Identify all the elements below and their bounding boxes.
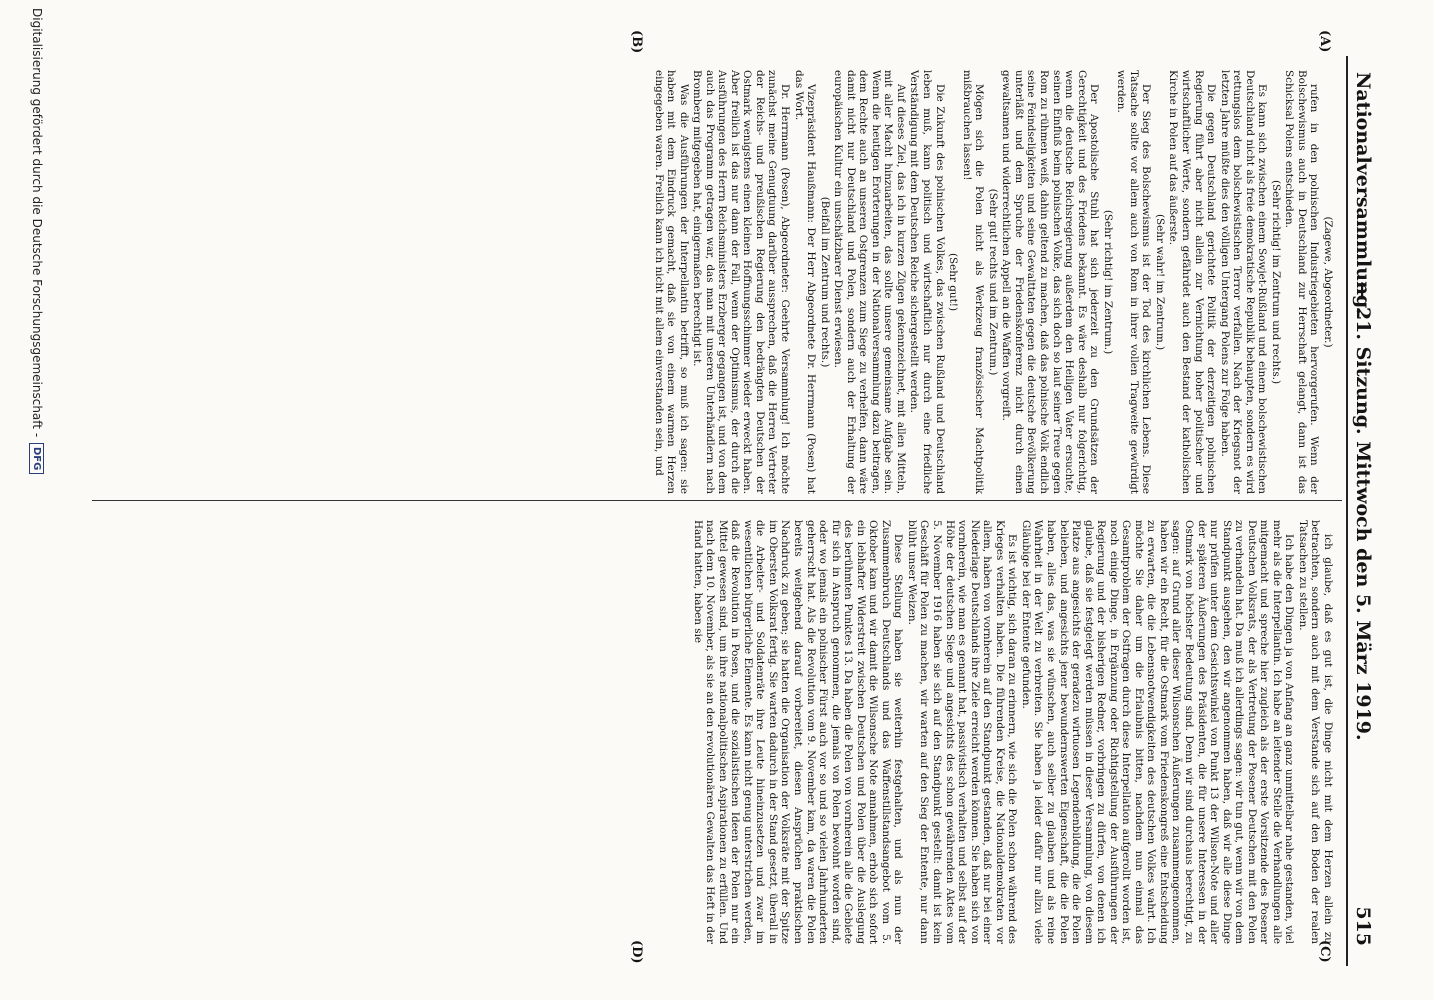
paragraph: (Sehr richtig! im Zentrum.) [1101,209,1114,355]
paragraph: Der Apostolische Stuhl hat sich jederzeit zu den Grundsätzen der Gerechtigkeit und des Friedens bekannt. Es wäre deshalb nur folgerichtig, wenn die deutsche Reichsregierung außerdem den Heiligen Vater ersuchte, seinen Einfluß beim polnischen Volke, das sich doch so laut seiner Treue gegen Rom zu rühmen weiß, dahin geltend zu machen, daß das polnische Volk endlich seine Feindseligkeiten und seine Gewalttaten gegen die deutsche Bevölkerung unterläßt und dem Spruche der Friedenskonferenz nicht durch einen gewaltsamen und widerrechtlichen Appell an die Waffen vorgreift. [1000,70,1101,494]
dfg-logo: DFG [29,443,44,474]
paragraph: (Zagewe, Abgeordneter.) [1322,216,1334,348]
paragraph: (Sehr richtig! im Zentrum und rechts.) [1269,179,1282,385]
paragraph: rufen in den polnischen Industriegebieten hervorgerufen. Wenn der Bolschewismus auch in Deutschland zur Herrschaft gelangt, dann ist das Schicksal Polens entschieden. [1283,70,1321,494]
header-date: Mittwoch den 5. März 1919. [1352,441,1374,741]
footer-text: Digitalisierung gefördert durch die Deutsche Forschungsgemeinschaft - [30,8,44,438]
margin-marker-a: (A) [1317,30,1332,53]
paragraph: Mögen sich die Polen nicht als Werkzeug französischer Machtpolitik mißbrauchen lassen! [960,70,986,494]
paragraph: Vizepräsident Haußmann: Der Herr Abgeordnete Dr. Herrmann (Posen) hat das Wort. [792,70,818,494]
header-session-number: — 21. Sitzung. [1352,281,1374,435]
column-divider [92,500,1342,501]
paragraph: Diese Stellung haben sie weiterhin festgehalten, und als nun der Zusammenbruch Deutschlands und das Waffenstillstandsangebot vom 5. Oktober kam und wir damit die Wilsonsche Note annahmen, erhob sich sofort ein lebhafter Widerstreit zwischen Deutschen und Polen über die Auslegung des berühmten Punktes 13. Da haben die Polen von vornherein alle die Gebiete für sich in Anspruch genommen, die jemals von Polen bewohnt worden sind, oder wo jemals ein polnischer Fürst auch vor so und so vielen Jahrhunderten geherrscht hat. Als die Revolution vom 9. November kam, da waren die Polen bereits weitgehend darauf vorbereitet, diesen Ansprüchen praktischen Nachdruck zu geben; sie hatten die Organisation der Volksräte mit der Spitze im Obersten Volksrat fertig. Sie warten dadurch in der Stand gesetzt, überall in die Arbeiter- und Soldatenräte ihre Leute hineinzusetzen und zwar im wesentlichen bürgerliche Elemente. Es kann nicht genug unterstrichen werden, daß die Revolution in Posen, und die sozialistischen Ideen der Polen nur ein Mittel gewesen sind, um ihre nationalpolitischen Aspirationen zu erfüllen. Und nach dem 10. November, als sie an den revolutionären Gewalten das Heft in der Hand hatten, haben sie [691,520,905,944]
header-assembly: Nationalversammlung. [1352,72,1374,315]
paragraph: Es kann sich zwischen einem Sowjet-Rußland und einem bolschewistischen Deutschland nicht als freie demokratische Republik behaupten, sondern es wird rettungslos dem bolschewistischen Terror verfallen. Nach der Kriegsnot der letzten Jahre müßte dies den völligen Untergang Polens zur Folge haben. [1218,70,1269,494]
paragraph: (Sehr wahr! im Zentrum.) [1153,213,1166,351]
page-header [1346,56,1376,966]
paragraph: (Beifall im Zentrum und rechts.) [818,196,831,368]
paragraph: Was die Ausführungen der Interpellantin betrifft, so muß ich sagen: sie haben mit dem Eindruck gemacht, daß sie von einem warmen Herzen eingegeben waren. Freilich kann ich nicht mit allem einverstanden sein, und [652,70,690,494]
paragraph: Ich habe den Dingen ja von Anfang an ganz unmittelbar nahe gestanden, viel mehr als die Interpellantin. Ich habe an leitender Stelle die Verhandlungen alle mitgemacht und spreche hier zugleich als der erste Vorsitzende des Posener Deutschen Volksrats, der als Vertretung der Posener Deutschen mit den Polen zu verhandeln hat. Da muß ich allerdings sagen: wir tun gut, wenn wir von dem Standpunkt ausgehen, den wir angenommen haben, daß wir alle diese Dinge nur prüfen unter dem Gesichtswinkel von Punkt 13 der Wilson-Note und aller der späteren Äußerungen des Präsidenten, die für unsere Interessen in der Ostmark von höchster Bedeutung sind. Denn wir sind durchaus berechtigt, zu sagen: auf Grund aller dieser Wilsonschen Äußerungen zusammengenommen, haben wir ein Recht, für die Ostmark vom Friedenskongreß eine Entscheidung zu erwarten, die die Lebensnotwendigkeiten des deutschen Volkes wahrt. Ich möchte Sie daher um die Erlaubnis bitten, nachdem nun einmal das Gesamtproblem der Ostfragen durch diese Interpellation aufgerollt worden ist, noch einige Dinge, in Ergänzung oder Richtigstellung der Ausführungen der Regierung und der bisherigen Redner, vorbringen zu dürfen, von denen ich glaube, daß sie festgelegt werden müssen in dieser Versammlung, von diesem Platze aus angesichts der geradezu wirtuosen Legendenbildung, die die Polen belieben, und angesichts jener bewundernswerten Eigenschaft, die die Polen haben, alles das, was sie wünschen, auch selber zu glauben und als reine Wahrheit in der Welt zu verbreiten. Sie haben ja leider dafür nur allzu viele Gläubige bei der Entente gefunden. [1019,520,1296,944]
paragraph: Die gegen Deutschland gerichtete Politik der derzeitigen polnischen Regierung führt aber nicht allein zur Vernichtung hoher politischer und wirtschaftlicher Werte, sondern gefährdet auch den Bestand der katholischen Kirche in Polen auf das äußerste. [1167,70,1218,494]
paragraph: ich glaube, daß es gut ist, die Dinge nicht mit dem Herzen allein zu betrachten, sondern auch mit dem Verstande sich auf den Boden der realen Tatsachen zu stellen. [1296,520,1334,944]
margin-marker-c: (C) [1317,940,1332,963]
digitization-footer [14,8,44,992]
paragraph: Der Sieg des Bolschewismus ist der Tod des kirchlichen Lebens. Diese Tatsache sollte vor allem auch von Rom in ihrer vollen Tragweite gewürdigt werden. [1115,70,1153,494]
right-column [691,520,1334,944]
margin-marker-d: (D) [629,940,644,964]
page-number: 515 [1352,906,1374,946]
paragraph: Auf dieses Ziel, das ich in kurzen Zügen gekennzeichnet, mit allen Mitteln, mit aller Macht hinzuarbeiten, das sollte unsere gemeinsame Aufgabe sein. Wenn die heutigen Erörterungen in der Nationalversammlung dazu beitragen, dem Rechte auch an unseren Ostgrenzen zum Siege zu verhelfen, dann wäre damit nicht nur Deutschland und Polen, sondern auch der Erhaltung der europäischen Kultur ein unschätzbarer Dienst erwiesen. [832,70,907,494]
left-column [634,70,1334,494]
margin-marker-b: (B) [629,30,644,54]
paragraph: Die Zukunft des polnischen Volkes, das zwischen Rußland und Deutschland leben muß, kann politisch und wirtschaftlich nur durch eine friedliche Verständigung mit dem Deutschen Reiche sichergestellt werden. [908,70,946,494]
paragraph: Es ist wichtig, sich daran zu erinnern, wie sich die Polen schon während des Krieges verhalten haben. Die führenden Kreise, die Nationaldemokraten vor allem, haben von vornherein auf den Standpunkt gestanden, daß nur bei einer Niederlage Deutschlands ihre Ziele erreicht werden können. Sie haben sich von vornherein, wie man es genannt hat, passivistisch verhalten und selbst auf der Höhe der deutschen Siege und angesichts des schon gewährenden Aktes vom 5. November 1916 haben sie sich auf den Standpunkt gestellt: damit ist kein Geschäft für Polen zu machen, wir warten auf den Sieg der Entente, nur dann blüht unser Weizen. [905,520,1019,944]
paragraph: (Sehr gut!) [947,252,960,312]
paragraph: Dr. Herrmann (Posen), Abgeordneter: Geehrte Versammlung! Ich möchte zunächst meine Genugtuung darüber aussprechen, daß die Herren Vertreter der Reichs- und preußischen Regierung den bedrängten Deutschen der Ostmark wenigstens einen kleinen Hoffnungsschimmer wieder erweckt haben. Aber freilich ist das nur dann der Fall, wenn der Optimismus, der durch die Ausführungen des Herrn Reichsministers Erzberger gegangen ist, und von dem auch das Programm getragen war, das man mit unseren Unterhändlern nach Bromberg mitgegeben hat, einigermaßen berechtigt ist. [691,70,792,494]
header-session [1352,56,1374,966]
paragraph: (Sehr gut! rechts und im Zentrum.) [986,188,999,376]
